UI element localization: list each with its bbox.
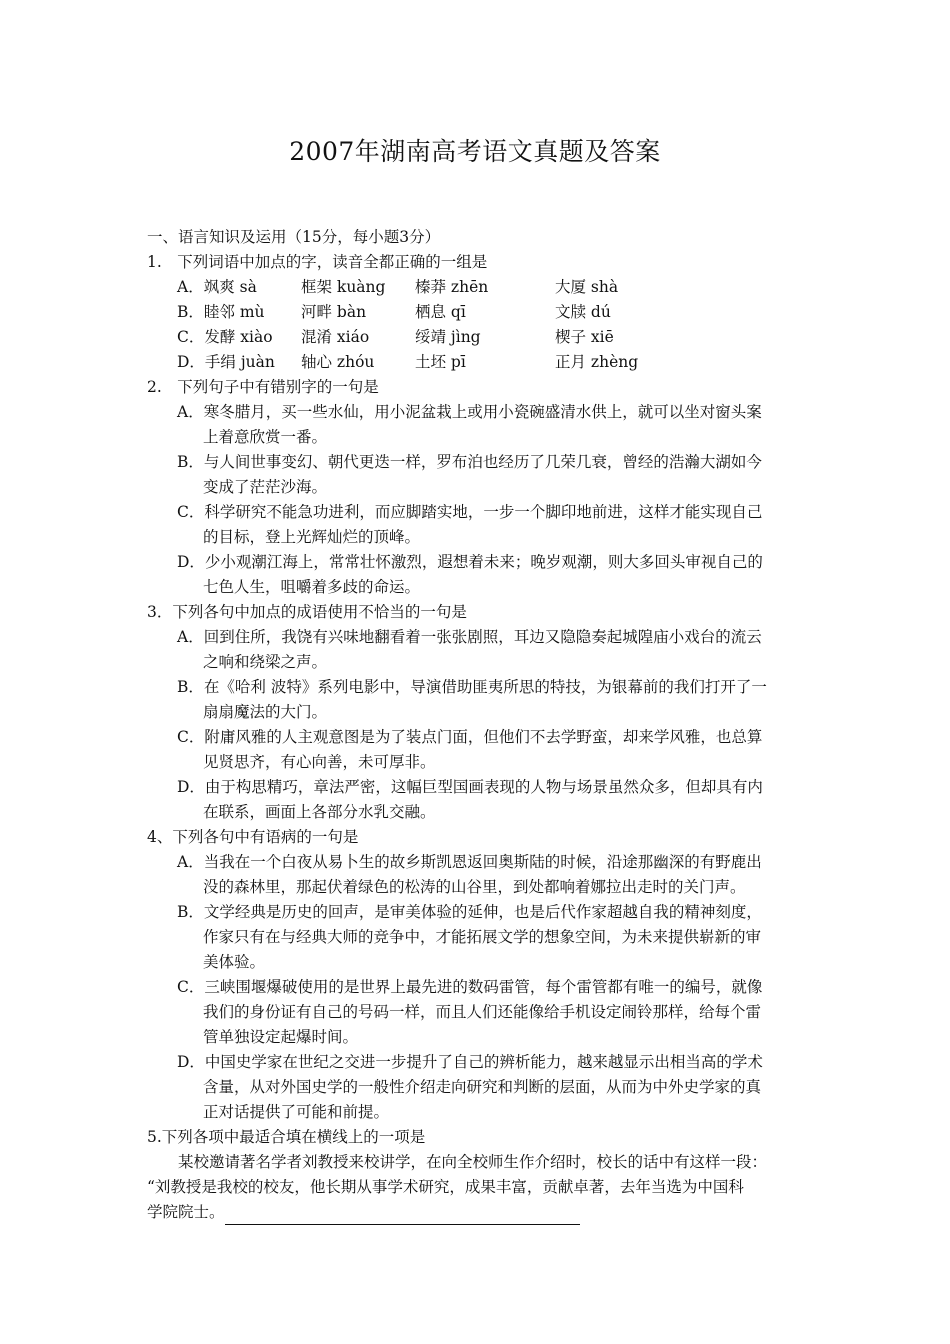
answer-blank-line	[225, 1206, 580, 1225]
question-3-option-c	[147, 725, 817, 775]
option-line: A．寒冬腊月，买一些水仙，用小泥盆栽上或用小瓷碗盛清水供上，就可以坐对窗头案	[177, 403, 762, 421]
option-line: C．科学研究不能急功进利，而应脚踏实地，一步一个脚印地前进，这样才能实现自己	[177, 503, 763, 521]
option-word: A．飒爽 sà	[177, 278, 257, 296]
option-line: 之响和绕梁之声。	[203, 653, 328, 671]
question-2-option-c	[147, 500, 817, 550]
option-line: B．与人间世事变幻、朝代更迭一样，罗布泊也经历了几荣几衰，曾经的浩瀚大湖如今	[177, 453, 762, 471]
option-word: 榛莽 zhēn	[415, 278, 489, 296]
option-word: 轴心 zhóu	[301, 353, 375, 371]
question-1-option-b	[147, 300, 817, 325]
document-body	[147, 225, 817, 1225]
option-word: 楔子 xiē	[555, 328, 614, 346]
option-line: D．由于构思精巧，章法严密，这幅巨型国画表现的人物与场景虽然众多，但却具有内	[177, 778, 763, 796]
question-4-option-d	[147, 1050, 817, 1125]
option-line: D．少小观潮江海上，常常壮怀激烈，遐想着未来；晚岁观潮，则大多回头审视自己的	[177, 553, 763, 571]
option-line: 在联系，画面上各部分水乳交融。	[203, 803, 436, 821]
option-line: 上着意欣赏一番。	[203, 428, 328, 446]
option-line: 正对话提供了可能和前提。	[203, 1103, 390, 1121]
question-2-stem: 2. 下列句子中有错别字的一句是	[147, 378, 379, 396]
question-3-option-d	[147, 775, 817, 825]
option-word: 栖息 qī	[415, 303, 466, 321]
option-word: 大厦 shà	[555, 278, 619, 296]
question-3-option-a	[147, 625, 817, 675]
question-5-text: 学院院士。	[147, 1203, 225, 1221]
question-3-option-b	[147, 675, 817, 725]
option-line: 变成了茫茫沙海。	[203, 478, 328, 496]
option-line: C．三峡围堰爆破使用的是世界上最先进的数码雷管，每个雷管都有唯一的编号，就像	[177, 978, 763, 996]
option-word: 正月 zhèng	[555, 353, 639, 371]
option-line: 扇扇魔法的大门。	[203, 703, 328, 721]
option-word: C．发酵 xiào	[177, 328, 273, 346]
question-5-paragraph-line	[147, 1200, 817, 1225]
option-word: D．手绢 juàn	[177, 353, 275, 371]
option-line: 美体验。	[203, 953, 266, 971]
option-line: A．当我在一个白夜从易卜生的故乡斯凯恩返回奥斯陆的时候，沿途那幽深的有野鹿出	[177, 853, 762, 871]
question-4-option-a	[147, 850, 817, 900]
question-5-paragraph-line: 某校邀请著名学者刘教授来校讲学，在向全校师生作介绍时，校长的话中有这样一段：	[178, 1153, 768, 1171]
option-line: C．附庸风雅的人主观意图是为了装点门面，但他们不去学野蛮，却来学风雅，也总算	[177, 728, 763, 746]
option-word: 河畔 bàn	[301, 303, 367, 321]
option-line: 含量，从对外国史学的一般性介绍走向研究和判断的层面，从而为中外史学家的真	[203, 1078, 762, 1096]
option-line: 没的森林里，那起伏着绿色的松涛的山谷里，到处都响着娜拉出走时的关门声。	[203, 878, 746, 896]
question-3-stem: 3．下列各句中加点的成语使用不恰当的一句是	[147, 603, 467, 621]
option-line: 作家只有在与经典大师的竞争中，才能拓展文学的想象空间，为未来提供崭新的审	[203, 928, 762, 946]
question-2-option-b	[147, 450, 817, 500]
question-4-stem: 4、下列各句中有语病的一句是	[147, 828, 359, 846]
question-2-option-d	[147, 550, 817, 600]
option-word: 绥靖 jìng	[415, 328, 481, 346]
option-word: 框架 kuàng	[301, 278, 386, 296]
option-line: D．中国史学家在世纪之交进一步提升了自己的辨析能力，越来越显示出相当高的学术	[177, 1053, 763, 1071]
option-line: 的目标，登上光辉灿烂的顶峰。	[203, 528, 421, 546]
question-4-option-b	[147, 900, 817, 975]
question-5-paragraph-line: “刘教授是我校的校友，他长期从事学术研究，成果丰富，贡献卓著，去年当选为中国科	[147, 1178, 744, 1196]
option-word: B．睦邻 mù	[177, 303, 265, 321]
question-1-option-d	[147, 350, 817, 375]
option-line: 我们的身份证有自己的号码一样，而且人们还能像给手机设定闹铃那样，给每个雷	[203, 1003, 762, 1021]
option-line: 见贤思齐，有心向善，未可厚非。	[203, 753, 436, 771]
section-heading: 一、语言知识及运用（15分，每小题3分）	[147, 228, 441, 246]
question-1-option-c	[147, 325, 817, 350]
option-word: 土坯 pī	[415, 353, 466, 371]
document-title: 2007年湖南高考语文真题及答案	[289, 137, 661, 166]
option-line: A．回到住所，我饶有兴味地翻看着一张张剧照，耳边又隐隐奏起城隍庙小戏台的流云	[177, 628, 762, 646]
option-line: 七色人生，咀嚼着多歧的命运。	[203, 578, 421, 596]
option-word: 混淆 xiáo	[301, 328, 370, 346]
question-1-stem: 1. 下列词语中加点的字，读音全都正确的一组是	[147, 253, 488, 271]
option-word: 文牍 dú	[555, 303, 611, 321]
option-line: B．在《哈利 波特》系列电影中，导演借助匪夷所思的特技，为银幕前的我们打开了一	[177, 678, 767, 696]
option-line: B．文学经典是历史的回声，是审美体验的延伸，也是后代作家超越自我的精神刻度，	[177, 903, 762, 921]
question-5-stem: 5.下列各项中最适合填在横线上的一项是	[147, 1128, 426, 1146]
question-1-option-a	[147, 275, 817, 300]
option-line: 管单独设定起爆时间。	[203, 1028, 359, 1046]
question-4-option-c	[147, 975, 817, 1050]
question-2-option-a	[147, 400, 817, 450]
